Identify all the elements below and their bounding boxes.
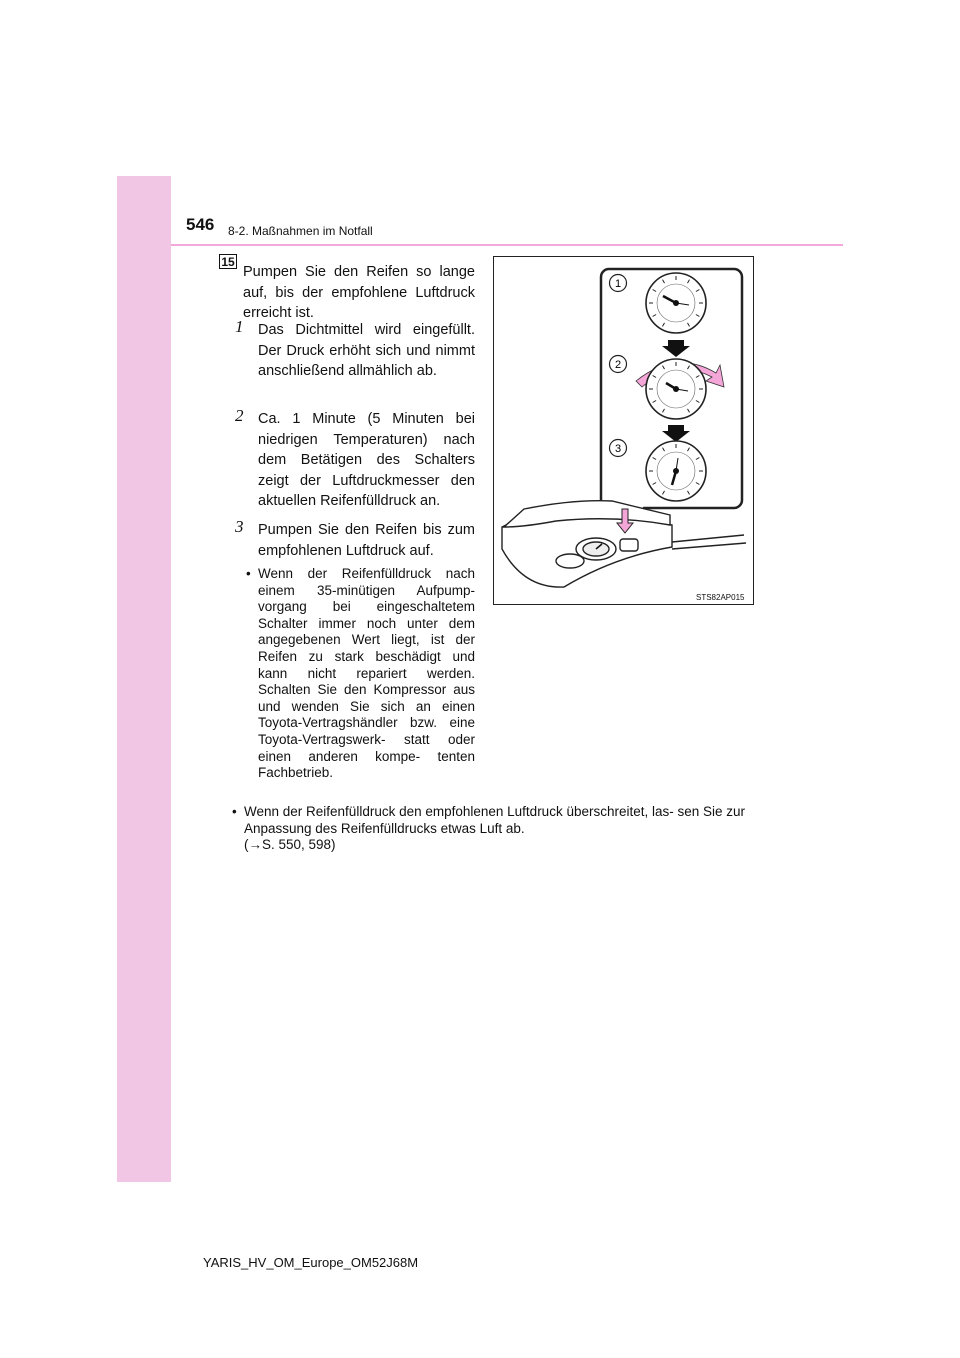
callout-label-3: 3 — [614, 443, 622, 455]
item-number-2: 2 — [235, 406, 244, 425]
bullet-dot: • — [232, 804, 237, 819]
bullet-dot: • — [246, 566, 251, 581]
page-number: 546 — [186, 215, 215, 234]
note-bullet-2 — [232, 804, 754, 854]
page-reference: (→S. 550, 598) — [244, 837, 336, 853]
header-rule — [171, 244, 843, 246]
illustration-svg — [494, 257, 754, 605]
item-number-3: 3 — [235, 517, 244, 536]
callout-2 — [610, 356, 627, 373]
gauge-1 — [646, 273, 706, 333]
callout-3 — [610, 440, 627, 457]
compressor-illustration — [493, 256, 754, 605]
callout-label-1: 1 — [614, 278, 622, 290]
chapter-sidebar-tab — [117, 176, 171, 1182]
step-number-box: 15 — [219, 254, 237, 269]
footer-manual-code: YARIS_HV_OM_Europe_OM52J68M — [203, 1255, 419, 1270]
item-text-2: Ca. 1 Minute (5 Minuten bei niedrigen Temperaturen) nach dem Betätigen des Schalters zeigt der Luftdruckmesser den aktuellen Reifenfülldruck an. — [258, 411, 475, 509]
gauge-2 — [646, 359, 706, 419]
callout-label-2: 2 — [614, 359, 622, 371]
item-text-3: Pumpen Sie den Reifen bis zum empfohlenen Luftdruck auf. — [258, 522, 475, 559]
note-text-2: Wenn der Reifenfülldruck den empfohlenen Luftdruck überschreitet, las- sen Sie zur Anpassung des Reifenfülldrucks etwas Luft ab. — [244, 804, 746, 836]
figure-code: STS82AP015 — [696, 593, 745, 602]
callout-1 — [610, 275, 627, 292]
gauge-3 — [646, 441, 706, 501]
section-title: 8-2. Maßnahmen im Notfall — [228, 224, 373, 238]
note-bullet-1 — [246, 566, 475, 782]
item-text-1: Das Dichtmittel wird eingefüllt. Der Druck erhöht sich und nimmt anschließend allmählich ab. — [258, 322, 475, 379]
note-text-1: Wenn der Reifenfülldruck nach einem 35-minütigen Aufpump- vorgang bei eingeschaltetem Schalter immer noch unter dem angegebenen Wert liegt, ist der Reifen zu stark beschädigt und kann nicht repariert werden. Schalten Sie den Kompressor aus und wenden Sie sich an einen Toyota-Vertragshändler bzw. eine Toyota-Vertragswerk- statt oder einen anderen kompe- tenten Fachbetrieb. — [258, 566, 475, 781]
step-intro: Pumpen Sie den Reifen so lange auf, bis der empfohlene Luftdruck erreicht ist. — [243, 264, 475, 321]
item-number-1: 1 — [235, 317, 244, 336]
